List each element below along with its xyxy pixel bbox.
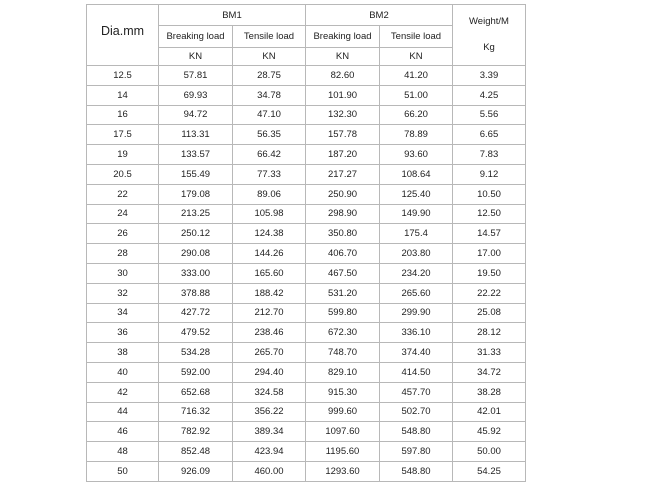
header-weight-label: Weight/M [469, 16, 509, 27]
table-row [87, 461, 526, 481]
header-bm2-breaking-unit: KN [306, 48, 380, 66]
cell-bm1-tensile: 66.42 [233, 145, 306, 165]
cell-bm2-breaking: 1195.60 [306, 442, 380, 462]
cell-bm1-breaking: 250.12 [159, 224, 233, 244]
table-row [87, 382, 526, 402]
cell-bm1-breaking: 716.32 [159, 402, 233, 422]
cell-bm2-breaking: 350.80 [306, 224, 380, 244]
cell-weight: 28.12 [453, 323, 526, 343]
header-bm1-breaking-unit: KN [159, 48, 233, 66]
cell-bm2-tensile: 51.00 [380, 85, 453, 105]
cell-bm1-breaking: 782.92 [159, 422, 233, 442]
cell-bm1-breaking: 113.31 [159, 125, 233, 145]
table-row [87, 164, 526, 184]
cell-bm1-breaking: 652.68 [159, 382, 233, 402]
header-weight [453, 5, 526, 66]
cell-weight: 7.83 [453, 145, 526, 165]
cell-bm2-breaking: 298.90 [306, 204, 380, 224]
cell-bm1-tensile: 356.22 [233, 402, 306, 422]
cell-bm2-breaking: 915.30 [306, 382, 380, 402]
cell-bm2-tensile: 265.60 [380, 283, 453, 303]
table-row [87, 323, 526, 343]
cell-dia: 36 [87, 323, 159, 343]
cell-bm1-tensile: 47.10 [233, 105, 306, 125]
cell-bm1-tensile: 294.40 [233, 362, 306, 382]
cell-bm1-tensile: 238.46 [233, 323, 306, 343]
cell-bm2-tensile: 299.90 [380, 303, 453, 323]
cell-bm1-tensile: 105.98 [233, 204, 306, 224]
cell-bm1-tensile: 460.00 [233, 461, 306, 481]
cell-bm1-breaking: 133.57 [159, 145, 233, 165]
cell-dia: 19 [87, 145, 159, 165]
cell-bm1-tensile: 56.35 [233, 125, 306, 145]
table-row [87, 145, 526, 165]
cell-dia: 50 [87, 461, 159, 481]
cell-dia: 46 [87, 422, 159, 442]
cell-weight: 12.50 [453, 204, 526, 224]
cell-bm1-breaking: 427.72 [159, 303, 233, 323]
header-bm1-breaking-load: Breaking load [159, 26, 233, 48]
header-bm1-tensile-load: Tensile load [233, 26, 306, 48]
header-bm2-tensile-load: Tensile load [380, 26, 453, 48]
cell-bm2-breaking: 748.70 [306, 343, 380, 363]
cell-weight: 50.00 [453, 442, 526, 462]
cell-bm2-tensile: 175.4 [380, 224, 453, 244]
cell-bm2-breaking: 187.20 [306, 145, 380, 165]
cell-dia: 16 [87, 105, 159, 125]
cell-bm2-tensile: 414.50 [380, 362, 453, 382]
cell-bm1-tensile: 324.58 [233, 382, 306, 402]
header-bm1: BM1 [159, 5, 306, 26]
header-bm2-tensile-unit: KN [380, 48, 453, 66]
table-row [87, 442, 526, 462]
cell-dia: 42 [87, 382, 159, 402]
cell-bm2-tensile: 125.40 [380, 184, 453, 204]
rope-spec-table [86, 4, 526, 482]
cell-bm1-breaking: 852.48 [159, 442, 233, 462]
cell-bm1-tensile: 124.38 [233, 224, 306, 244]
table-row [87, 402, 526, 422]
cell-weight: 14.57 [453, 224, 526, 244]
cell-dia: 34 [87, 303, 159, 323]
header-bm1-tensile-unit: KN [233, 48, 306, 66]
cell-dia: 17.5 [87, 125, 159, 145]
table-body [87, 66, 526, 482]
cell-bm2-tensile: 93.60 [380, 145, 453, 165]
cell-bm2-tensile: 548.80 [380, 461, 453, 481]
cell-dia: 32 [87, 283, 159, 303]
cell-weight: 3.39 [453, 66, 526, 86]
cell-weight: 19.50 [453, 263, 526, 283]
cell-bm2-tensile: 548.80 [380, 422, 453, 442]
cell-weight: 10.50 [453, 184, 526, 204]
cell-weight: 34.72 [453, 362, 526, 382]
cell-weight: 54.25 [453, 461, 526, 481]
cell-bm2-tensile: 502.70 [380, 402, 453, 422]
cell-bm1-breaking: 57.81 [159, 66, 233, 86]
table-row [87, 244, 526, 264]
cell-bm2-breaking: 82.60 [306, 66, 380, 86]
cell-bm1-tensile: 212.70 [233, 303, 306, 323]
header-weight-unit: Kg [483, 42, 495, 53]
table-row [87, 362, 526, 382]
cell-bm2-tensile: 336.10 [380, 323, 453, 343]
table-row [87, 283, 526, 303]
cell-bm2-tensile: 66.20 [380, 105, 453, 125]
cell-bm2-breaking: 132.30 [306, 105, 380, 125]
table-header [87, 5, 526, 66]
table-row [87, 422, 526, 442]
cell-weight: 4.25 [453, 85, 526, 105]
cell-bm1-breaking: 378.88 [159, 283, 233, 303]
cell-bm1-tensile: 144.26 [233, 244, 306, 264]
cell-bm1-tensile: 77.33 [233, 164, 306, 184]
cell-bm2-breaking: 101.90 [306, 85, 380, 105]
cell-weight: 9.12 [453, 164, 526, 184]
cell-bm1-breaking: 155.49 [159, 164, 233, 184]
cell-dia: 24 [87, 204, 159, 224]
cell-dia: 12.5 [87, 66, 159, 86]
cell-bm2-breaking: 1097.60 [306, 422, 380, 442]
cell-bm1-tensile: 423.94 [233, 442, 306, 462]
cell-bm2-tensile: 234.20 [380, 263, 453, 283]
cell-weight: 38.28 [453, 382, 526, 402]
cell-weight: 6.65 [453, 125, 526, 145]
cell-bm2-breaking: 531.20 [306, 283, 380, 303]
cell-bm2-tensile: 78.89 [380, 125, 453, 145]
cell-dia: 48 [87, 442, 159, 462]
cell-bm2-breaking: 467.50 [306, 263, 380, 283]
cell-weight: 42.01 [453, 402, 526, 422]
cell-bm1-tensile: 28.75 [233, 66, 306, 86]
cell-bm2-tensile: 374.40 [380, 343, 453, 363]
cell-bm1-tensile: 265.70 [233, 343, 306, 363]
cell-bm2-tensile: 108.64 [380, 164, 453, 184]
cell-bm2-tensile: 457.70 [380, 382, 453, 402]
cell-dia: 26 [87, 224, 159, 244]
cell-dia: 30 [87, 263, 159, 283]
table-row [87, 184, 526, 204]
cell-dia: 28 [87, 244, 159, 264]
cell-bm2-breaking: 157.78 [306, 125, 380, 145]
cell-bm2-breaking: 1293.60 [306, 461, 380, 481]
cell-weight: 22.22 [453, 283, 526, 303]
cell-bm2-breaking: 829.10 [306, 362, 380, 382]
header-bm2-breaking-load: Breaking load [306, 26, 380, 48]
cell-dia: 20.5 [87, 164, 159, 184]
cell-bm2-breaking: 599.80 [306, 303, 380, 323]
cell-bm1-tensile: 89.06 [233, 184, 306, 204]
cell-bm2-breaking: 217.27 [306, 164, 380, 184]
table-row [87, 66, 526, 86]
cell-bm1-breaking: 592.00 [159, 362, 233, 382]
table-row [87, 125, 526, 145]
table-row [87, 343, 526, 363]
cell-weight: 31.33 [453, 343, 526, 363]
cell-bm2-breaking: 999.60 [306, 402, 380, 422]
cell-bm2-breaking: 672.30 [306, 323, 380, 343]
table-row [87, 85, 526, 105]
cell-bm1-breaking: 926.09 [159, 461, 233, 481]
cell-bm1-breaking: 213.25 [159, 204, 233, 224]
cell-dia: 38 [87, 343, 159, 363]
cell-bm2-breaking: 250.90 [306, 184, 380, 204]
table-row [87, 303, 526, 323]
cell-bm2-tensile: 597.80 [380, 442, 453, 462]
cell-dia: 40 [87, 362, 159, 382]
cell-bm1-tensile: 165.60 [233, 263, 306, 283]
cell-weight: 5.56 [453, 105, 526, 125]
cell-bm2-tensile: 203.80 [380, 244, 453, 264]
cell-weight: 25.08 [453, 303, 526, 323]
cell-bm2-tensile: 41.20 [380, 66, 453, 86]
cell-bm1-breaking: 290.08 [159, 244, 233, 264]
cell-dia: 22 [87, 184, 159, 204]
table-row [87, 224, 526, 244]
cell-bm2-tensile: 149.90 [380, 204, 453, 224]
header-bm2: BM2 [306, 5, 453, 26]
table-row [87, 204, 526, 224]
cell-bm1-breaking: 333.00 [159, 263, 233, 283]
cell-bm1-breaking: 534.28 [159, 343, 233, 363]
cell-dia: 44 [87, 402, 159, 422]
cell-bm1-tensile: 188.42 [233, 283, 306, 303]
table-row [87, 105, 526, 125]
cell-weight: 45.92 [453, 422, 526, 442]
cell-bm1-breaking: 69.93 [159, 85, 233, 105]
header-dia: Dia.mm [87, 5, 159, 66]
cell-bm1-tensile: 389.34 [233, 422, 306, 442]
cell-dia: 14 [87, 85, 159, 105]
cell-bm1-tensile: 34.78 [233, 85, 306, 105]
cell-bm1-breaking: 94.72 [159, 105, 233, 125]
cell-bm1-breaking: 179.08 [159, 184, 233, 204]
cell-bm1-breaking: 479.52 [159, 323, 233, 343]
table-row [87, 263, 526, 283]
cell-bm2-breaking: 406.70 [306, 244, 380, 264]
cell-weight: 17.00 [453, 244, 526, 264]
